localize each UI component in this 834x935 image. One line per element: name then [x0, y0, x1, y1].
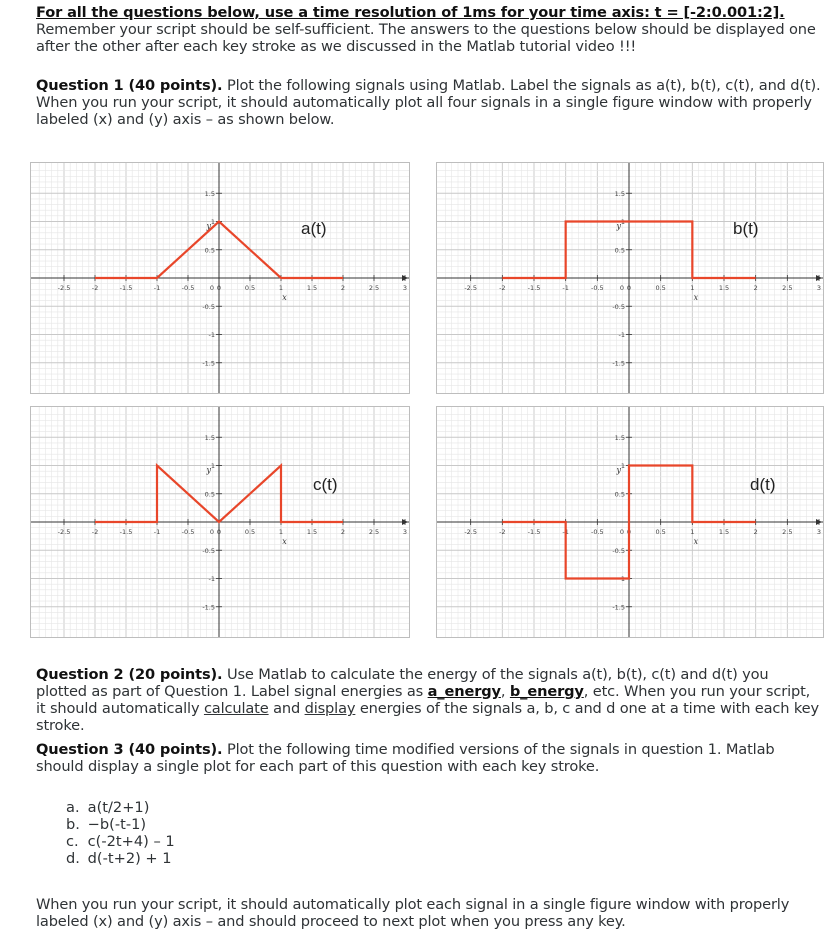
- question-2-heading: Question 2 (20 points).: [36, 666, 223, 683]
- y-tick-label: -1.5: [612, 603, 625, 612]
- b-energy-label: b_energy: [509, 683, 584, 700]
- y-tick-label: -0.5: [202, 302, 215, 311]
- x-axis-label: x: [282, 293, 287, 302]
- x-tick-label: 1.5: [718, 284, 730, 292]
- x-axis-label: x: [693, 537, 699, 546]
- list-item: [66, 850, 175, 867]
- x-tick-label: -0.5: [181, 528, 195, 536]
- question-3-heading: Question 3 (40 points).: [36, 741, 223, 758]
- x-tick-label: 0: [216, 284, 222, 292]
- question-2-text-1: Use Matlab to calculate the energy of the signals a(t), b(t), c(t) and d(t) you plotted as part of Question 1. Label signal energies as: [36, 666, 769, 700]
- y-tick-label: 1.5: [614, 189, 625, 198]
- question-3-parts-list: [66, 799, 175, 867]
- y-tick-label: 0.5: [614, 246, 625, 255]
- x-tick-label: -1.5: [527, 284, 541, 292]
- intro-resolution-note: For all the questions below, use a time resolution of 1ms for your time axis: t = [-2:0.001:2].: [36, 4, 785, 21]
- question-1-text: Plot the following signals using Matlab. Label the signals as a(t), b(t), c(t), and d(t). When you run your script, it should automatically plot all four signals in a single figure window with properly labeled (x) and (y) axis – as shown below.: [36, 77, 821, 128]
- x-tick-label: 1: [278, 528, 284, 536]
- x-axis-label: x: [282, 537, 287, 546]
- x-tick-label: 2: [340, 528, 346, 536]
- question-2-text-3: energies of the signals a, b, c and d one at a time with each key stroke.: [36, 700, 819, 734]
- plot-a-svg: [31, 163, 409, 393]
- x-tick-label: -2.5: [464, 284, 478, 292]
- x-tick-label: 0.5: [655, 284, 666, 292]
- list-item: [66, 833, 175, 850]
- plot-c-svg: [31, 407, 409, 637]
- question-1-heading: Question 1 (40 points).: [36, 77, 223, 94]
- y-tick-label: 1: [620, 462, 625, 470]
- y-tick-label: 1: [210, 462, 215, 470]
- origin-label: 0: [619, 284, 624, 292]
- y-tick-label: -1.5: [202, 359, 215, 368]
- plot-c-title: c(t): [313, 475, 338, 494]
- y-tick-label: -1.5: [202, 603, 215, 612]
- x-tick-label: 3: [816, 284, 822, 292]
- x-tick-label: 0: [626, 284, 632, 292]
- list-item-expression: −b(-t-1): [87, 816, 147, 833]
- a-energy-label: a_energy: [427, 683, 501, 700]
- plot-b-title: b(t): [733, 219, 759, 238]
- x-tick-label: 1: [690, 284, 695, 292]
- x-tick-label: 0: [216, 528, 222, 536]
- question-2-sep: ,: [500, 683, 510, 700]
- y-tick-label: -1: [618, 575, 625, 583]
- y-tick-label: 1.5: [614, 433, 625, 442]
- x-tick-label: 2.5: [782, 528, 793, 536]
- plot-b: [436, 162, 824, 394]
- y-tick-label: 0.5: [204, 246, 215, 255]
- origin-label: 0: [209, 528, 214, 536]
- x-tick-label: -2.5: [57, 284, 71, 292]
- list-item-expression: a(t/2+1): [87, 799, 150, 816]
- x-tick-label: -0.5: [590, 528, 604, 536]
- plot-d: [436, 406, 824, 638]
- y-tick-label: -0.5: [612, 546, 625, 555]
- question-2: [36, 666, 821, 734]
- question-3: [36, 741, 821, 775]
- origin-label: 0: [619, 528, 624, 536]
- y-tick-label: 1: [620, 218, 625, 226]
- y-tick-label: 1.5: [204, 433, 215, 442]
- x-tick-label: -1.5: [527, 528, 541, 536]
- question-2-and: and: [268, 700, 305, 717]
- x-tick-label: -1: [153, 284, 161, 292]
- list-item-expression: d(-t+2) + 1: [87, 850, 172, 867]
- x-tick-label: 2: [753, 284, 758, 292]
- plot-d-svg: [437, 407, 823, 637]
- y-axis-label: y: [206, 221, 211, 231]
- x-tick-label: 1.5: [718, 528, 730, 536]
- list-item-label: b.: [66, 816, 80, 833]
- question-2-text-2: , etc. When you run your script, it should automatically: [36, 683, 811, 717]
- plot-d-title: d(t): [750, 475, 776, 494]
- question-1: [36, 77, 821, 128]
- y-tick-label: -1.5: [612, 359, 625, 368]
- x-tick-label: -2: [499, 284, 506, 292]
- x-tick-label: -0.5: [590, 284, 604, 292]
- x-tick-label: -1.5: [119, 284, 133, 292]
- x-tick-label: -2.5: [464, 528, 478, 536]
- y-tick-label: -1: [208, 331, 215, 339]
- y-axis-label: y: [616, 465, 621, 475]
- y-tick-label: 1.5: [204, 189, 215, 198]
- y-axis-label: y: [616, 221, 621, 231]
- list-item-label: d.: [66, 850, 80, 867]
- y-axis-label: y: [206, 465, 211, 475]
- x-tick-label: 0.5: [655, 528, 666, 536]
- plot-b-svg: [437, 163, 823, 393]
- x-tick-label: 0: [626, 528, 632, 536]
- x-tick-label: -0.5: [181, 284, 195, 292]
- x-tick-label: 2.5: [782, 284, 793, 292]
- y-tick-label: -0.5: [202, 546, 215, 555]
- list-item: [66, 816, 175, 833]
- x-tick-label: -1.5: [119, 528, 133, 536]
- x-tick-label: -2: [499, 528, 506, 536]
- x-tick-label: -1: [562, 528, 569, 536]
- plot-c: [30, 406, 410, 638]
- intro-rest: Remember your script should be self-sufficient. The answers to the questions below should be displayed one after the other after each key stroke as we discussed in the Matlab tutorial video !!!: [36, 21, 816, 55]
- list-item-label: a.: [66, 799, 80, 816]
- list-item-expression: c(-2t+4) – 1: [87, 833, 175, 850]
- origin-label: 0: [209, 284, 214, 292]
- x-tick-label: 3: [816, 528, 822, 536]
- calculate-word: calculate: [203, 700, 269, 717]
- x-tick-label: -2.5: [57, 528, 71, 536]
- y-tick-label: -1: [618, 331, 625, 339]
- x-tick-label: -1: [153, 528, 161, 536]
- x-axis-label: x: [693, 293, 699, 302]
- x-tick-label: 2.5: [368, 284, 380, 292]
- x-tick-label: 1: [690, 528, 695, 536]
- y-tick-label: 0.5: [614, 490, 625, 499]
- x-tick-label: 2: [340, 284, 346, 292]
- x-tick-label: 1: [278, 284, 284, 292]
- y-tick-label: 1: [210, 218, 215, 226]
- display-word: display: [304, 700, 356, 717]
- list-item-label: c.: [66, 833, 79, 850]
- intro-paragraph: [36, 4, 821, 55]
- x-tick-label: 0.5: [244, 528, 256, 536]
- y-tick-label: 0.5: [204, 490, 215, 499]
- plot-a: [30, 162, 410, 394]
- x-tick-label: 3: [402, 284, 408, 292]
- question-3-text: Plot the following time modified versions of the signals in question 1. Matlab should display a single plot for each part of this question with each key stroke.: [36, 741, 775, 775]
- y-tick-label: -1: [208, 575, 215, 583]
- x-tick-label: -2: [91, 528, 99, 536]
- x-tick-label: 0.5: [244, 284, 256, 292]
- x-tick-label: 3: [402, 528, 408, 536]
- x-tick-label: 1.5: [306, 284, 318, 292]
- closing-paragraph: When you run your script, it should automatically plot each signal in a single figure window with properly labeled (x) and (y) axis – and should proceed to next plot when you press any key.: [36, 896, 790, 930]
- y-tick-label: -0.5: [612, 302, 625, 311]
- x-tick-label: -2: [91, 284, 99, 292]
- list-item: [66, 799, 175, 816]
- x-tick-label: 2.5: [368, 528, 380, 536]
- x-tick-label: 1.5: [306, 528, 318, 536]
- x-tick-label: -1: [562, 284, 569, 292]
- plot-a-title: a(t): [301, 219, 327, 238]
- x-tick-label: 2: [753, 528, 758, 536]
